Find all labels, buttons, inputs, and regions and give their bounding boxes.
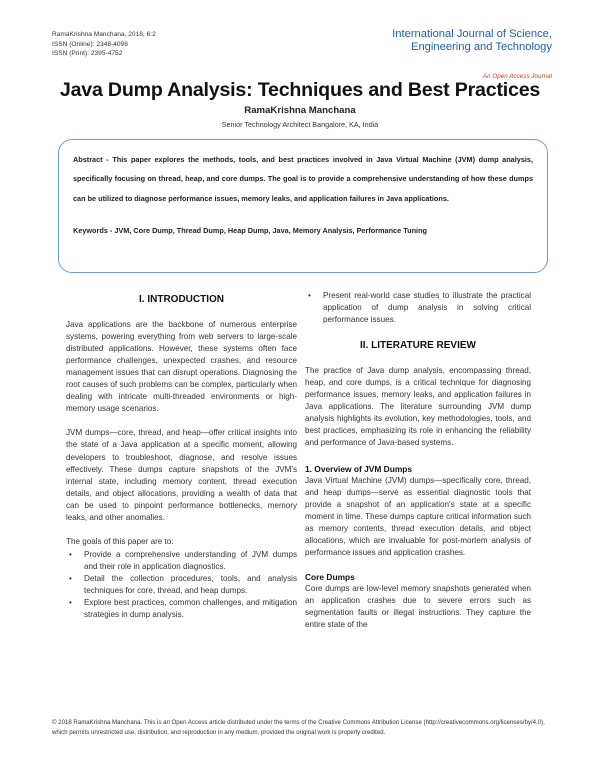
list-item: • Detail the collection procedures, tools, and analysis techniques for core, thread, and heap dumps. (66, 573, 297, 597)
paper-title: Java Dump Analysis: Techniques and Best Practices (59, 79, 541, 101)
author-name: RamaKrishna Manchana (244, 105, 356, 116)
review-paragraph-3: Core dumps are low-level memory snapshots generated when an application crashes due to severe errors such as segmentation faults or illegal instructions. They capture the entire state of the (305, 583, 531, 630)
intro-paragraph-1: Java applications are the backbone of numerous enterprise systems, powering everything from web servers to large-scale distributed applications. However, these systems often face performance challenges, unexpected crashes, and resource management issues that can disrupt operations. Diagnosing the root causes of such problems can be complex, particularly when dealing with intricate multi-threaded environments or high-memory usage scenarios. (66, 320, 297, 414)
issn-print: ISSN (Print): 2395-4752 (52, 50, 123, 58)
list-item: • Explore best practices, common challenges, and mitigation strategies in dump analysis. (66, 597, 297, 621)
intro-paragraph-3: The goals of this paper are to: (66, 536, 174, 546)
review-paragraph-2: Java Virtual Machine (JVM) dumps—specifically core, thread, and heap dumps—serve as essential diagnostic tools that provide a snapshot of an application's state at a specific moment in time. These dumps capture critical information such as memory contents, thread execution details, and object allocations, which are invaluable for post-mortem analysis of performance issues and application crashes. (305, 475, 531, 557)
subsection-heading-core-dumps: Core Dumps (305, 571, 355, 582)
author-affiliation: Senior Technology Architect Bangalore, KA, India (221, 120, 379, 129)
abstract-box (58, 139, 548, 273)
right-column (305, 290, 531, 631)
review-paragraph-1: The practice of Java dump analysis, encompassing thread, heap, and core dumps, is a critical technique for diagnosing performance issues, memory leaks, and application failures in Java applications. The literature surrounding JVM dump analysis highlights its evolution, key methodologies, tools, and best practices, emphasizing its role in enhancing the reliability and performance of Java-based systems. (305, 366, 531, 448)
journal-name-line1: International Journal of Science, (392, 28, 552, 40)
citation-block (52, 30, 156, 59)
goals-list-continued (305, 290, 531, 326)
list-item: • Provide a comprehensive understanding of JVM dumps and their role in application diagnostics. (66, 549, 297, 573)
section-heading-introduction: I. INTRODUCTION (139, 294, 224, 305)
license-footer: © 2018 RamaKrishna Manchana. This is an Open Access article distributed under the terms of the Creative Commons Attribution License (http://creativecommons.org/licenses/by/4.0), which permits unrestricted use, distribution, and reproduction in any medium, provided the original work is properly credited. (52, 719, 545, 736)
open-access-label: An Open Access Journal (482, 73, 552, 80)
left-column (66, 290, 297, 621)
citation: RamaKrishna Manchana, 2018, 6:2 (52, 31, 156, 38)
intro-paragraph-2: JVM dumps—core, thread, and heap—offer critical insights into the state of a Java application at a specific moment, allowing developers to troubleshoot, diagnose, and resolve issues effectively. These dumps capture snapshots of the JVM's internal state, including memory content, thread execution details, and object allocations, providing a wealth of data that can be used to pinpoint performance bottlenecks, memory leaks, and other anomalies. (66, 428, 297, 522)
goals-list (66, 549, 297, 621)
abstract-text: Abstract - This paper explores the methods, tools, and best practices involved in Java Virtual Machine (JVM) dump analysis, specifically focusing on thread, heap, and core dumps. The goal is to provide a comprehensive understanding of how these dumps can be utilized to diagnose performance issues, memory leaks, and application failures in Java applications. (73, 155, 533, 203)
list-item: • Present real-world case studies to illustrate the practical application of dump analysis in solving critical performance issues. (305, 290, 531, 326)
journal-name-line2: Engineering and Technology (411, 41, 552, 53)
journal-block (392, 28, 552, 80)
section-heading-literature-review: II. LITERATURE REVIEW (360, 340, 476, 352)
subsection-heading-overview: 1. Overview of JVM Dumps (305, 463, 413, 474)
keywords: Keywords - JVM, Core Dump, Thread Dump, Heap Dump, Java, Memory Analysis, Performance Tuning (73, 225, 427, 235)
issn-online: ISSN (Online): 2348-4098 (52, 40, 128, 48)
